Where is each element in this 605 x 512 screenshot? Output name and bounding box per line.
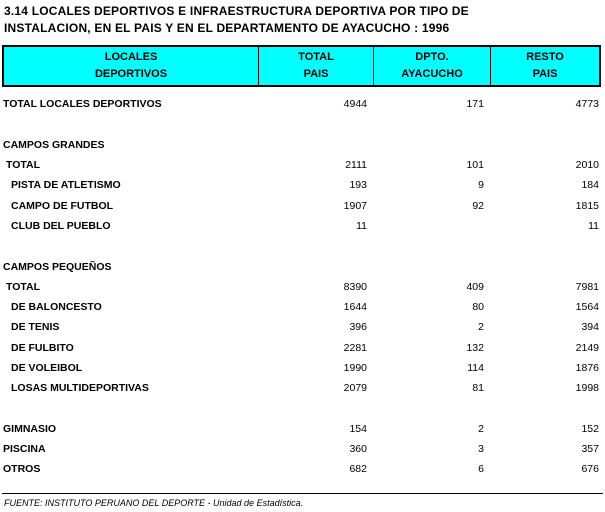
table-row: [0, 135, 605, 155]
cell-dpto-ayacucho: 132: [466, 341, 484, 354]
row-label: DE BALONCESTO: [11, 301, 102, 314]
row-label: OTROS: [3, 463, 41, 476]
table-row: [0, 338, 605, 358]
row-label: TOTAL LOCALES DEPORTIVOS: [3, 98, 162, 111]
cell-resto-pais: 394: [581, 321, 599, 334]
cell-total-pais: 360: [349, 443, 367, 456]
cell-dpto-ayacucho: 2: [478, 321, 484, 334]
row-label: CLUB DEL PUEBLO: [11, 219, 111, 232]
cell-dpto-ayacucho: 9: [478, 179, 484, 192]
table-row: [0, 439, 605, 459]
header-label: TOTAL: [298, 51, 334, 63]
table-row: [0, 216, 605, 236]
cell-total-pais: 11: [356, 219, 367, 232]
header-label: PAIS: [303, 68, 329, 80]
row-label: CAMPOS GRANDES: [3, 138, 105, 151]
table-row: [0, 256, 605, 276]
cell-resto-pais: 1876: [575, 362, 599, 374]
cell-resto-pais: 184: [581, 179, 599, 192]
row-label: LOSAS MULTIDEPORTIVAS: [11, 382, 149, 395]
cell-dpto-ayacucho: 171: [466, 98, 484, 111]
title-line-1: 3.14 LOCALES DEPORTIVOS E INFRAESTRUCTURA DEPORTIVA POR TIPO DE: [4, 4, 469, 18]
cell-dpto-ayacucho: 81: [472, 382, 484, 395]
cell-resto-pais: 676: [581, 463, 599, 476]
cell-total-pais: 2111: [345, 159, 367, 172]
table-row: [0, 277, 605, 297]
table-row: [0, 378, 605, 398]
table-row: [0, 114, 605, 134]
table-row: [0, 195, 605, 215]
cell-resto-pais: 1998: [575, 382, 599, 395]
title-line-2: INSTALACION, EN EL PAIS Y EN EL DEPARTAMENTO DE AYACUCHO : 1996: [4, 21, 450, 35]
row-label: TOTAL: [6, 159, 41, 172]
table-row: [0, 317, 605, 337]
table-row: [0, 175, 605, 195]
header-total-pais: [259, 47, 374, 85]
cell-total-pais: 682: [349, 463, 367, 476]
table-body: [0, 94, 605, 480]
cell-total-pais: 396: [349, 321, 367, 334]
cell-total-pais: 4944: [343, 98, 367, 111]
cell-total-pais: 1990: [343, 362, 367, 374]
header-label: RESTO: [526, 51, 564, 63]
table-row: [0, 155, 605, 175]
cell-total-pais: 8390: [343, 280, 367, 293]
table-header: [2, 45, 601, 87]
cell-dpto-ayacucho: 409: [466, 280, 484, 293]
cell-resto-pais: 2010: [575, 159, 599, 172]
table-row: [0, 419, 605, 439]
header-label: DPTO.: [415, 51, 449, 63]
header-label: PAIS: [532, 68, 558, 80]
header-label: DEPORTIVOS: [94, 68, 168, 80]
cell-resto-pais: 1815: [575, 199, 599, 212]
table-row: [0, 297, 605, 317]
table-row: [0, 398, 605, 418]
table-title: [4, 3, 600, 37]
cell-resto-pais: 1564: [575, 301, 599, 314]
cell-resto-pais: 4773: [575, 98, 599, 111]
row-label: TOTAL: [6, 280, 41, 293]
header-label: LOCALES: [104, 51, 158, 63]
source-note: FUENTE: INSTITUTO PERUANO DEL DEPORTE - Unidad de Estadística.: [4, 498, 304, 508]
cell-total-pais: 154: [349, 422, 367, 435]
header-label: AYACUCHO: [401, 68, 463, 80]
cell-resto-pais: 2149: [575, 341, 599, 354]
row-label: DE TENIS: [11, 321, 60, 334]
cell-resto-pais: 152: [581, 422, 599, 435]
row-label: CAMPOS PEQUEÑOS: [3, 260, 112, 273]
row-label: GIMNASIO: [3, 422, 57, 435]
cell-resto-pais: 7981: [575, 280, 599, 293]
cell-dpto-ayacucho: 2: [478, 422, 484, 435]
cell-total-pais: 193: [349, 179, 367, 192]
cell-total-pais: 2079: [343, 382, 367, 395]
cell-dpto-ayacucho: 114: [467, 362, 484, 374]
cell-total-pais: 1907: [343, 199, 367, 212]
cell-dpto-ayacucho: 3: [478, 443, 484, 456]
table-row: [0, 358, 605, 378]
row-label: PISTA DE ATLETISMO: [11, 179, 121, 192]
row-label: DE VOLEIBOL: [11, 362, 83, 374]
cell-dpto-ayacucho: 101: [466, 159, 484, 172]
row-label: DE FULBITO: [11, 341, 74, 354]
row-label: PISCINA: [3, 443, 46, 456]
cell-resto-pais: 11: [588, 219, 599, 232]
cell-dpto-ayacucho: 6: [478, 463, 484, 476]
cell-resto-pais: 357: [581, 443, 599, 456]
cell-total-pais: 1644: [343, 301, 367, 314]
table-row: [0, 236, 605, 256]
footer-rule: [2, 493, 603, 494]
header-resto-pais: [491, 47, 599, 85]
cell-dpto-ayacucho: 80: [472, 301, 484, 314]
cell-total-pais: 2281: [343, 341, 367, 354]
table-row: [0, 94, 605, 114]
table-row: [0, 459, 605, 479]
cell-dpto-ayacucho: 92: [472, 199, 484, 212]
header-locales-deportivos: [4, 47, 259, 85]
header-dpto-ayacucho: [374, 47, 491, 85]
row-label: CAMPO DE FUTBOL: [11, 199, 114, 212]
